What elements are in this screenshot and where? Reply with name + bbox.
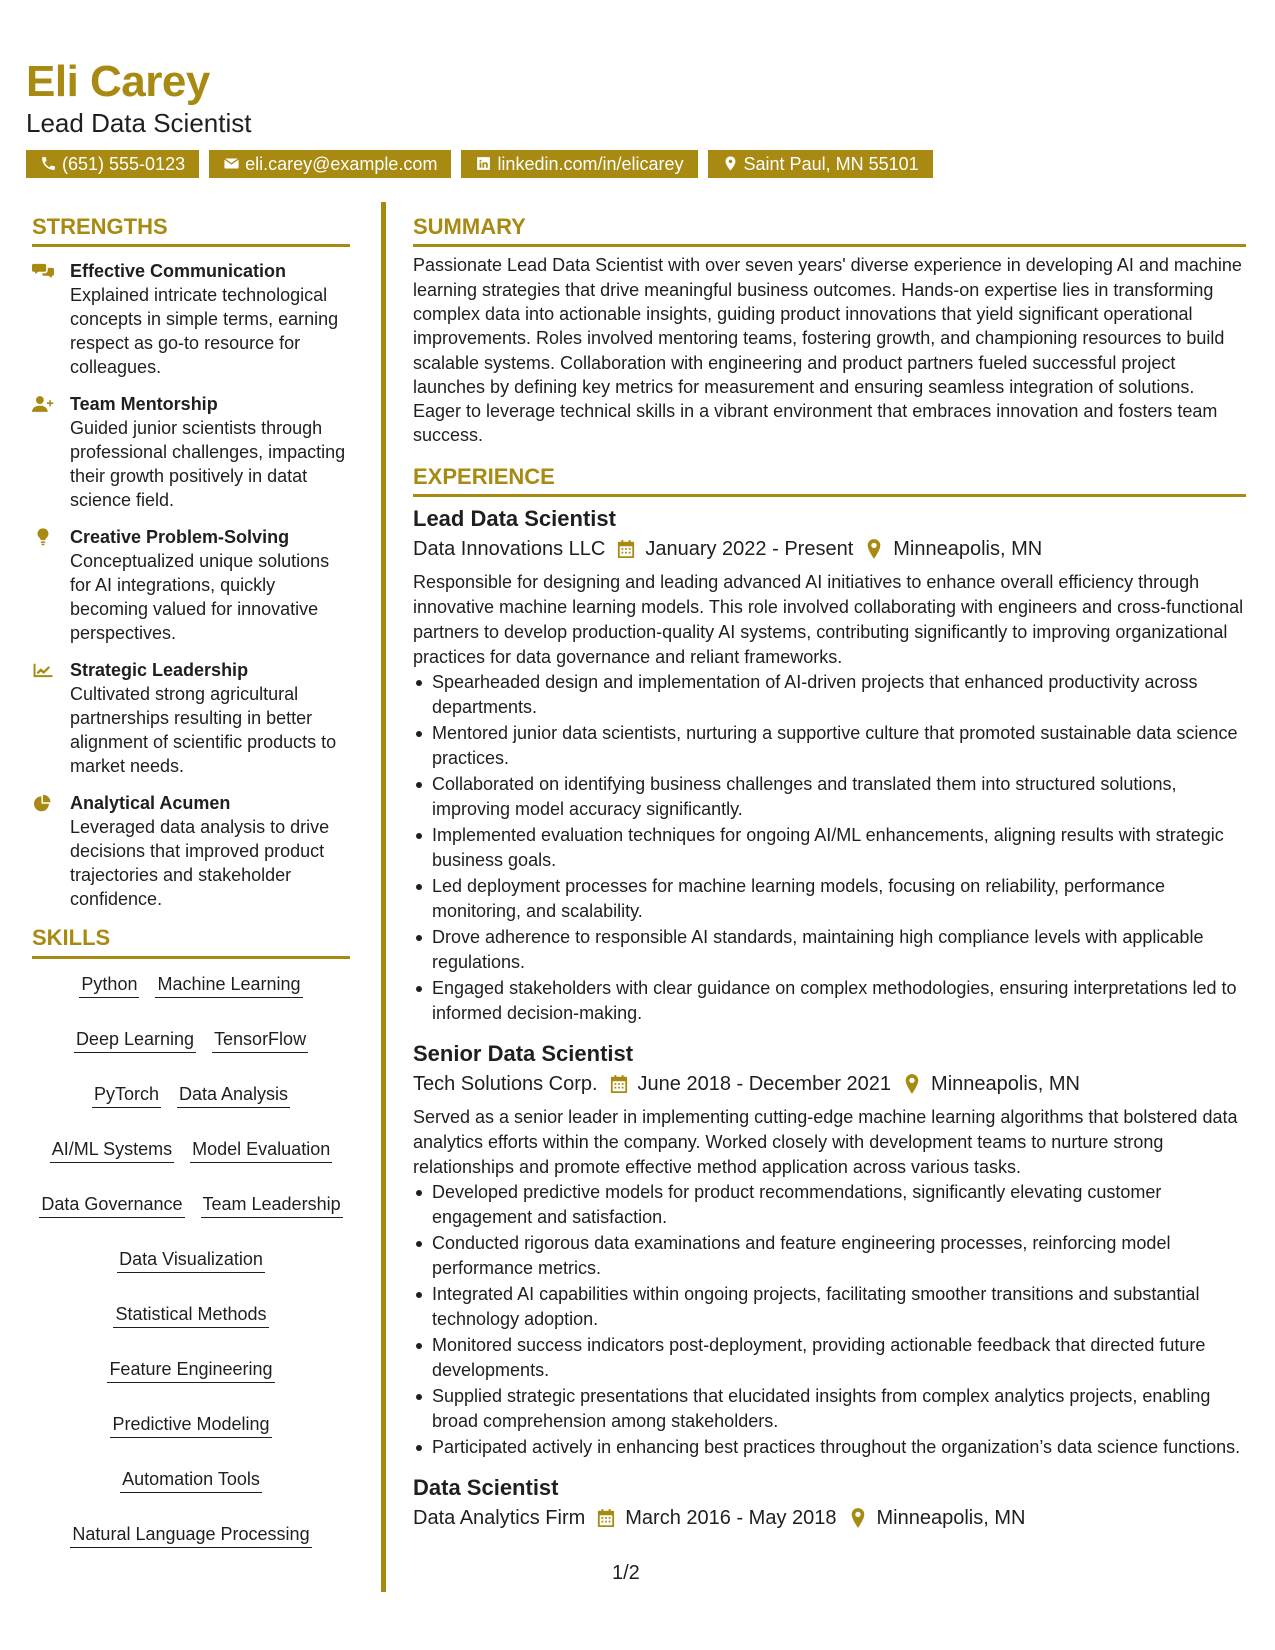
calendar-icon [610,1074,628,1094]
map-pin-icon [865,539,883,559]
map-pin-icon [722,155,739,172]
skill-tag: Python [79,971,139,998]
experience-heading: EXPERIENCE [413,464,1246,497]
job-dates: June 2018 - December 2021 [637,1073,892,1096]
summary-heading: SUMMARY [413,214,1246,247]
skill-tag: Team Leadership [201,1191,343,1218]
job-entry [413,1040,1246,1460]
strength-title: Analytical Acumen [70,793,231,814]
strength-desc: Guided junior scientists through professional challenges, impacting their growth positively in datat science field. [70,418,346,511]
skill-tag: Data Analysis [177,1081,290,1108]
job-bullet: Integrated AI capabilities within ongoing projects, facilitating smoother transitions and substantial technology adoption. [413,1282,1246,1332]
strength-desc: Explained intricate technological concepts in simple terms, earning respect as go-to resource for colleagues. [70,285,339,378]
job-bullet: Implemented evaluation techniques for ongoing AI/ML enhancements, aligning results with strategic business goals. [413,823,1246,873]
job-bullet: Conducted rigorous data examinations and feature engineering processes, reinforcing model performance metrics. [413,1231,1246,1281]
strengths-heading: STRENGTHS [32,214,350,247]
job-meta [413,534,1246,564]
user-plus-icon [32,395,54,413]
job-company: Data Innovations LLC [413,538,606,561]
skill-tag: Data Governance [39,1191,184,1218]
job-bullet: Led deployment processes for machine learning models, focusing on reliability, performance monitoring, and scalability. [413,874,1246,924]
job-bullets [413,670,1246,1026]
strength-title: Team Mentorship [70,394,218,415]
job-location: Minneapolis, MN [876,1507,1026,1530]
contact-email-text: eli.carey@example.com [245,153,438,174]
linkedin-icon [475,155,492,172]
job-bullet: Spearheaded design and implementation of AI-driven projects that enhanced productivity across departments. [413,670,1246,720]
column-divider [381,202,386,1592]
page-number: 1/2 [612,1562,640,1584]
strength-item [32,392,350,512]
contact-linkedin-text: linkedin.com/in/elicarey [497,153,684,174]
skill-tag: Natural Language Processing [70,1521,311,1548]
job-dates: January 2022 - Present [645,538,854,561]
calendar-icon [617,539,635,559]
job-location: Minneapolis, MN [931,1073,1080,1096]
envelope-icon [223,155,240,172]
strength-title: Creative Problem-Solving [70,527,290,548]
phone-icon [40,155,57,172]
skill-tag: Data Visualization [117,1246,265,1273]
lightbulb-icon [32,528,54,546]
job-bullet: Participated actively in enhancing best practices throughout the organization’s data science functions. [413,1435,1246,1460]
contact-phone[interactable] [26,150,199,178]
strength-item [32,658,350,778]
skill-tag: Automation Tools [120,1466,262,1493]
skill-tag: Machine Learning [155,971,302,998]
job-bullet: Monitored success indicators post-deployment, providing actionable feedback that directed future developments. [413,1333,1246,1383]
job-title: Data Scientist [413,1475,559,1501]
skill-tag: Model Evaluation [190,1136,332,1163]
job-company: Tech Solutions Corp. [413,1073,598,1096]
strength-title: Strategic Leadership [70,660,249,681]
right-column [413,214,1246,1533]
skill-tag: Feature Engineering [107,1356,274,1383]
calendar-icon [597,1508,615,1528]
skill-tag: AI/ML Systems [50,1136,174,1163]
job-bullets [413,1180,1246,1460]
job-meta [413,1503,1246,1533]
strength-item [32,259,350,379]
strength-desc: Cultivated strong agricultural partnerships resulting in better alignment of scientific products to market needs. [70,684,337,777]
job-dates: March 2016 - May 2018 [625,1507,837,1530]
candidate-name: Eli Carey [26,57,210,106]
job-description: Responsible for designing and leading advanced AI initiatives to enhance overall efficiency through innovative machine learning models. This role involved collaborating with engineers and cross-functional partners to develop production-quality AI systems, contributing significantly to improving organizational practices for data governance and reliant frameworks. [413,572,1244,668]
job-bullet: Mentored junior data scientists, nurturing a supportive culture that promoted sustainable data science practices. [413,721,1246,771]
summary-text: Passionate Lead Data Scientist with over seven years' diverse experience in developing AI and machine learning strategies that drive meaningful business outcomes. Hands-on expertise lies in transforming complex data into actionable insights, guiding product innovations that yield significant operational improvements. Roles involved mentoring teams, fostering growth, and championing resources to build scalable systems. Collaboration with engineering and product partners fueled successful project launches by defining key metrics for measurement and ensuring seamless integration of solutions. Eager to leverage technical skills in a vibrant environment that embraces innovation and fosters team success. [413,255,1242,446]
resume-header [26,58,1251,178]
contact-location [708,150,933,178]
chart-pie-icon [32,794,54,812]
contact-phone-text: (651) 555-0123 [62,153,186,174]
job-bullet: Drove adherence to responsible AI standards, maintaining high compliance levels with applicable regulations. [413,925,1246,975]
job-bullet: Developed predictive models for product recommendations, significantly elevating customer engagement and satisfaction. [413,1180,1246,1230]
skill-tag: TensorFlow [212,1026,308,1053]
map-pin-icon [903,1074,921,1094]
strength-desc: Conceptualized unique solutions for AI integrations, quickly becoming valued for innovative perspectives. [70,551,330,644]
job-location: Minneapolis, MN [893,538,1043,561]
job-title: Senior Data Scientist [413,1041,634,1067]
job-description: Served as a senior leader in implementing cutting-edge machine learning algorithms that bolstered data analytics efforts within the company. Worked closely with development teams to nurture strong relationships and promote effective method application across various tasks. [413,1107,1238,1178]
strength-desc: Leveraged data analysis to drive decisions that improved product trajectories and stakeholder confidence. [70,817,330,910]
contact-location-text: Saint Paul, MN 55101 [743,153,919,174]
left-column [32,214,350,1548]
skill-tag: Statistical Methods [113,1301,268,1328]
strength-item [32,525,350,645]
comments-icon [32,262,54,280]
contact-email[interactable] [209,150,451,178]
strength-item [32,791,350,911]
skill-tag: PyTorch [92,1081,161,1108]
job-entry [413,505,1246,1026]
contact-linkedin[interactable] [461,150,697,178]
skills-list [32,971,350,1548]
skill-tag: Predictive Modeling [110,1411,271,1438]
map-pin-icon [849,1508,867,1528]
job-title: Lead Data Scientist [413,506,616,532]
candidate-title: Lead Data Scientist [26,108,252,139]
chart-line-icon [32,661,54,679]
job-bullet: Supplied strategic presentations that elucidated insights from complex analytics projects, enabling broad comprehension among stakeholders. [413,1384,1246,1434]
strengths-list [32,259,350,911]
job-bullet: Engaged stakeholders with clear guidance on complex methodologies, ensuring interpretations led to informed decision-making. [413,976,1246,1026]
job-entry [413,1474,1246,1533]
job-company: Data Analytics Firm [413,1507,586,1530]
job-bullet: Collaborated on identifying business challenges and translated them into structured solutions, improving model accuracy significantly. [413,772,1246,822]
skill-tag: Deep Learning [74,1026,196,1053]
strength-title: Effective Communication [70,261,287,282]
skills-heading: SKILLS [32,925,350,958]
contact-bar [26,150,1251,178]
job-meta [413,1069,1246,1099]
